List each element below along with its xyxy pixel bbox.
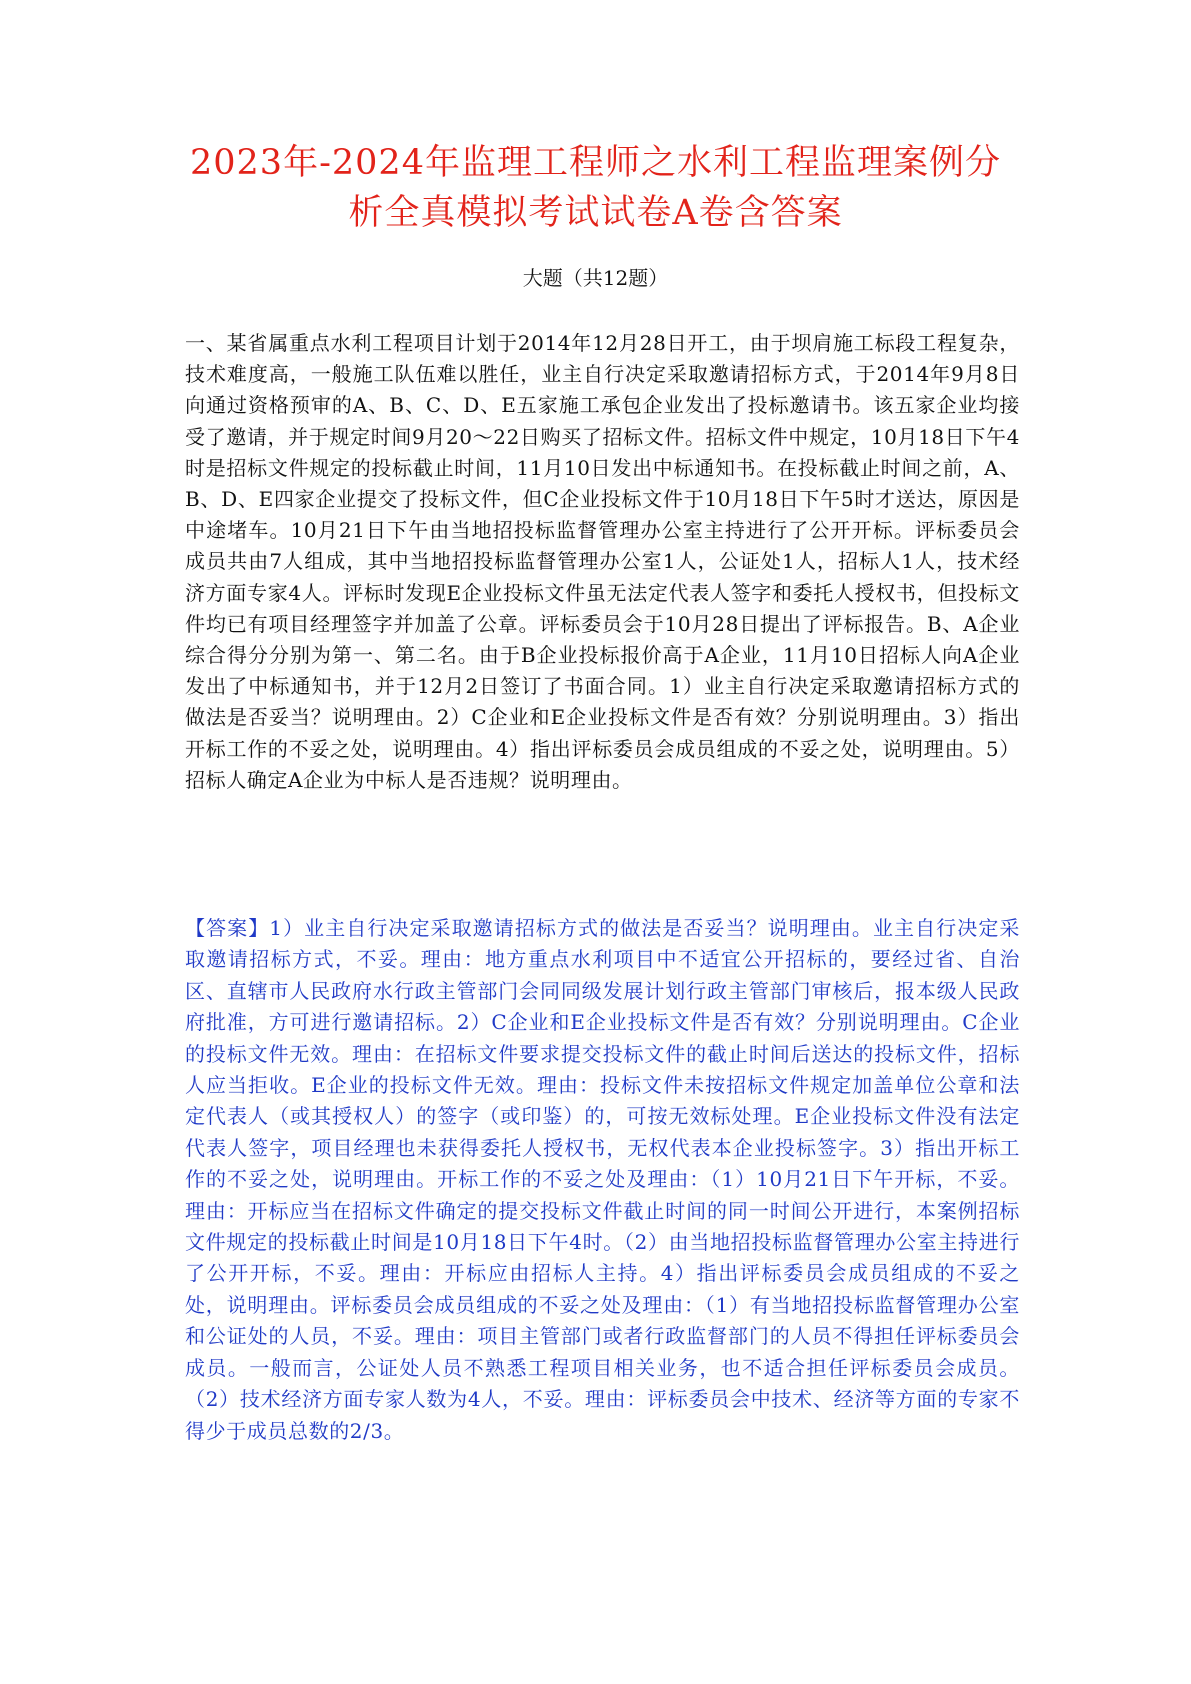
answer-paragraph: 【答案】1）业主自行决定采取邀请招标方式的做法是否妥当？说明理由。业主自行决定采取邀请招标方式，不妥。理由：地方重点水利项目中不适宜公开招标的，要经过省、自治区、直辖市人民政府水行政主管部门会同同级发展计划行政主管部门审核后，报本级人民政府批准，方可进行邀请招标。2）C企业和E企业投标文件是否有效？分别说明理由。C企业的投标文件无效。理由：在招标文件要求提交投标文件的截止时间后送达的投标文件，招标人应当拒收。E企业的投标文件无效。理由：投标文件未按招标文件规定加盖单位公章和法定代表人（或其授权人）的签字（或印鉴）的，可按无效标处理。E企业投标文件没有法定代表人签字，项目经理也未获得委托人授权书，无权代表本企业投标签字。3）指出开标工作的不妥之处，说明理由。开标工作的不妥之处及理由：（1）10月21日下午开标，不妥。理由：开标应当在招标文件确定的提交投标文件截止时间的同一时间公开进行，本案例招标文件规定的投标截止时间是10月18日下午4时。（2）由当地招投标监督管理办公室主持进行了公开开标，不妥。理由：开标应由招标人主持。4）指出评标委员会成员组成的不妥之处，说明理由。评标委员会成员组成的不妥之处及理由：（1）有当地招投标监督管理办公室和公证处的人员，不妥。理由：项目主管部门或者行政监督部门的人员不得担任评标委员会成员。一般而言，公证处人员不熟悉工程项目相关业务，也不适合担任评标委员会成员。（2）技术经济方面专家人数为4人，不妥。理由：评标委员会中技术、经济等方面的专家不得少于成员总数的2/3。 — [185, 916, 1020, 1443]
document-title-line-2: 析全真模拟考试试卷A卷含答案 — [348, 193, 843, 233]
section-heading: 大题（共12题） — [522, 266, 669, 290]
document-title-line-1: 2023年-2024年监理工程师之水利工程监理案例分 — [190, 143, 1001, 183]
document-title — [150, 138, 1041, 238]
question-paragraph: 一、某省属重点水利工程项目计划于2014年12月28日开工，由于坝肩施工标段工程复杂，技术难度高，一般施工队伍难以胜任，业主自行决定采取邀请招标方式，于2014年9月8日向通过资格预审的A、B、C、D、E五家施工承包企业发出了投标邀请书。该五家企业均接受了邀请，并于规定时间9月20～22日购买了招标文件。招标文件中规定，10月18日下午4时是招标文件规定的投标截止时间，11月10日发出中标通知书。在投标截止时间之前，A、B、D、E四家企业提交了投标文件，但C企业投标文件于10月18日下午5时才送达，原因是中途堵车。10月21日下午由当地招投标监督管理办公室主持进行了公开开标。评标委员会成员共由7人组成，其中当地招投标监督管理办公室1人，公证处1人，招标人1人，技术经济方面专家4人。评标时发现E企业投标文件虽无法定代表人签字和委托人授权书，但投标文件均已有项目经理签字并加盖了公章。评标委员会于10月28日提出了评标报告。B、A企业综合得分分别为第一、第二名。由于B企业投标报价高于A企业，11月10日招标人向A企业发出了中标通知书，并于12月2日签订了书面合同。1）业主自行决定采取邀请招标方式的做法是否妥当？说明理由。2）C企业和E企业投标文件是否有效？分别说明理由。3）指出开标工作的不妥之处，说明理由。4）指出评标委员会成员组成的不妥之处，说明理由。5）招标人确定A企业为中标人是否违规？说明理由。 — [185, 331, 1020, 792]
